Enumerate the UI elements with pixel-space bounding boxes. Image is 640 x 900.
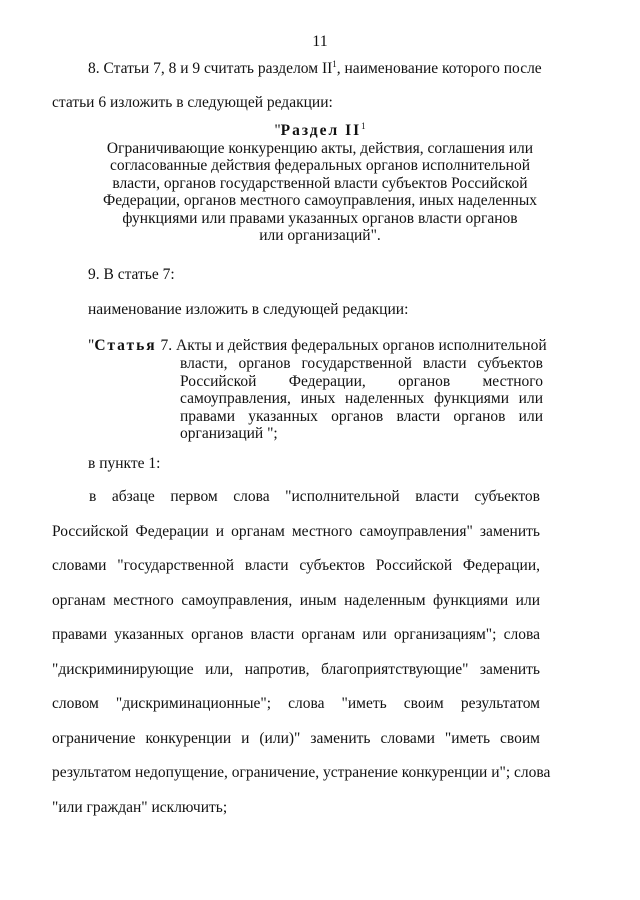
section-line: власти, органов государственной власти субъектов Российской [112,174,528,192]
article-first-line: "Статья 7. Акты и действия федеральных органов исполнительной [88,337,547,354]
paragraph-line: в абзаце первом слова "исполнительной власти субъектов [89,488,540,505]
article-line: Российской Федерации, органов местного [180,372,543,390]
article-number-title: 7. Акты и действия федеральных органов исполнительной [156,337,547,354]
article-line: правами указанных органов власти органов или [180,407,543,425]
item-9: 9. В статье 7: [88,266,175,283]
item-8-text-before-sup: Статьи 7, 8 и 9 считать разделом II [103,60,333,77]
section-title: "Раздел $II^1$ [274,121,366,139]
paragraph-line: органам местного самоуправления, иным наделенным функциями или [52,591,540,609]
section-line: или организаций". [259,227,381,244]
section-sup: 1 [361,121,366,131]
paragraph-line: результатом недопущение, ограничение, устранение конкуренции и"; слова [52,764,551,781]
paragraph-line: "или граждан" исключить; [52,798,228,816]
paragraph-line: словами "государственной власти субъектов Российской Федерации, [52,557,540,574]
point-1-label: в пункте 1: [88,455,161,472]
article-7-heading [88,337,547,443]
article-line: организаций "; [180,425,278,442]
section-line: функциями или правами указанных органов власти органов [122,209,518,227]
article-line: самоуправления, иных наделенных функциями или [180,390,543,407]
section-heading [80,122,560,245]
article-hanging-lines [180,355,543,443]
paragraph-line: Российской Федерации и органам местного самоуправления" заменить [52,522,540,540]
article-line: власти, органов государственной власти субъектов [180,355,543,372]
section-line: согласованные действия федеральных органов исполнительной [109,157,531,174]
paragraph-line: правами указанных органов власти органам или организациям"; слова [52,626,540,643]
paragraph-line: "дискриминирующие или, напротив, благоприятствующие" заменить [52,660,540,678]
name-instruction: наименование изложить в следующей редакции: [88,301,409,318]
article-label: Статья [94,337,157,354]
section-line: Федерации, органов местного самоуправления, иных наделенных [102,192,538,209]
item-8-text-after-sup: , наименование которого после [336,60,542,77]
paragraph-line: словом "дискриминационные"; слова "иметь своим результатом [52,695,540,712]
page-number: 11 [312,33,328,50]
item-8-line-2: статьи 6 изложить в следующей редакции: [52,94,333,111]
paragraph-line: ограничение конкуренции и (или)" заменить словами "иметь своим [52,729,540,747]
body-paragraph [52,488,551,833]
item-8-label: 8. [88,60,100,77]
section-line: Ограничивающие конкуренцию акты, действия, соглашения или [106,139,534,157]
item-8-line-1 [88,60,542,78]
section-word: Раздел II [280,122,362,139]
item-8-sup: 1 [332,59,337,69]
